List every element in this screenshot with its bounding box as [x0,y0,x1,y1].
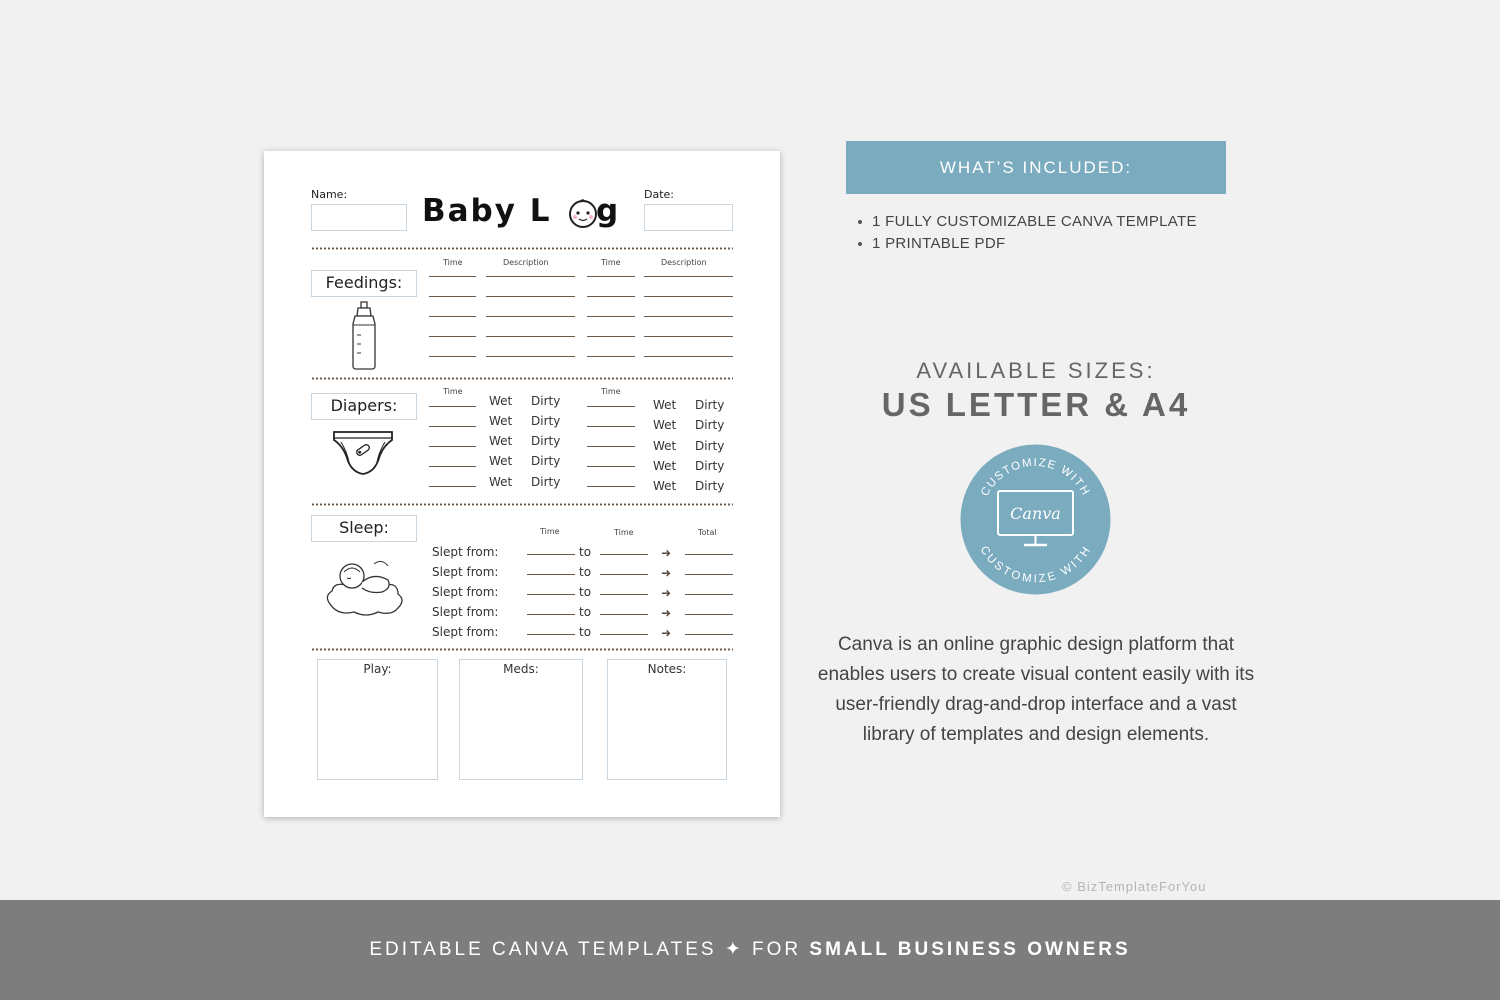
feedings-line [429,276,476,277]
dirty-label: Dirty [695,439,725,453]
feedings-line [486,336,575,337]
baby-log-title: Baby L g [422,193,621,229]
sleep-time-header-1: Time [540,527,560,536]
wet-label: Wet [489,475,513,489]
dirty-label: Dirty [531,454,561,468]
sleep-end-line [600,574,648,575]
diapers-line [587,426,635,427]
meds-label: Meds: [503,662,539,676]
footer-tagline: EDITABLE CANVA TEMPLATES ✦ FOR SMALL BUSINESS OWNERS [369,939,1131,960]
sleep-total-line [685,614,733,615]
slept-from-label: Slept from: [432,585,499,599]
dirty-label: Dirty [695,418,725,432]
diapers-line [587,466,635,467]
slept-from-label: Slept from: [432,565,499,579]
sleep-start-line [527,554,575,555]
diapers-line [429,406,476,407]
diapers-label: Diapers: [311,393,417,420]
wet-label: Wet [653,418,677,432]
feedings-line [429,296,476,297]
arrow-icon: ➜ [661,606,672,620]
sleep-label: Sleep: [311,515,417,542]
list-item: 1 FULLY CUSTOMIZABLE CANVA TEMPLATE [858,211,1197,233]
available-sizes-value: US LETTER & A4 [881,386,1191,423]
notes-label: Notes: [647,662,687,676]
whats-included-heading: WHAT’S INCLUDED: [846,141,1226,194]
feedings-line [587,296,635,297]
feedings-line [644,276,733,277]
dirty-label: Dirty [531,414,561,428]
date-field [644,204,733,231]
feedings-description-header-2: Description [661,258,707,267]
wet-label: Wet [489,414,513,428]
wet-label: Wet [653,398,677,412]
diapers-line [587,486,635,487]
diapers-line [429,486,476,487]
section-divider [311,377,733,380]
bottle-icon [344,300,384,372]
section-divider [311,503,733,506]
sleep-end-line [600,614,648,615]
dirty-label: Dirty [695,459,725,473]
slept-from-label: Slept from: [432,625,499,639]
feedings-description-header-1: Description [503,258,549,267]
feedings-line [486,276,575,277]
to-label: to [579,545,592,559]
arrow-icon: ➜ [661,566,672,580]
canva-description: Canva is an online graphic design platform that enables users to create visual content easily with its user-friendly drag-and-drop interface and a vast library of templates and design elements. [817,634,1255,745]
sleep-total-line [685,554,733,555]
slept-from-label: Slept from: [432,545,499,559]
diapers-time-header-2: Time [601,387,621,396]
customize-with-canva-badge [960,444,1111,595]
dirty-label: Dirty [531,475,561,489]
feedings-line [429,356,476,357]
baby-face-icon [566,196,600,230]
sleeping-baby-icon [322,554,406,620]
wet-label: Wet [653,459,677,473]
badge-ring-text-top: CUSTOMIZE WITH [979,456,1092,499]
sleep-total-line [685,634,733,635]
feedings-time-header-1: Time [443,258,463,267]
meds-box [459,659,583,780]
arrow-icon: ➜ [661,586,672,600]
feedings-line [644,316,733,317]
available-sizes-label: AVAILABLE SIZES: [916,358,1156,383]
sleep-total-header: Total [698,528,717,537]
copyright-credit: © BizTemplateForYou [1062,879,1207,894]
feedings-line [486,316,575,317]
wet-label: Wet [489,434,513,448]
feedings-line [644,296,733,297]
feedings-label: Feedings: [311,270,417,297]
feedings-line [644,336,733,337]
diapers-line [429,466,476,467]
name-label: Name: [311,188,348,201]
feedings-line [587,336,635,337]
dirty-label: Dirty [695,479,725,493]
to-label: to [579,585,592,599]
feedings-line [587,316,635,317]
arrow-icon: ➜ [661,546,672,560]
list-item: 1 PRINTABLE PDF [858,233,1197,255]
dirty-label: Dirty [531,434,561,448]
feedings-line [429,336,476,337]
canva-logo-text: Canva [1010,504,1061,523]
sleep-start-line [527,634,575,635]
section-divider [311,247,733,250]
arrow-icon: ➜ [661,626,672,640]
wet-label: Wet [489,454,513,468]
play-label: Play: [363,662,392,676]
sleep-total-line [685,594,733,595]
notes-box [607,659,727,780]
feedings-line [644,356,733,357]
sleep-time-header-2: Time [614,528,634,537]
dirty-label: Dirty [531,394,561,408]
feedings-line [587,276,635,277]
included-list [858,211,1197,255]
feedings-line [486,356,575,357]
sleep-end-line [600,594,648,595]
diapers-line [429,426,476,427]
feedings-line [587,356,635,357]
slept-from-label: Slept from: [432,605,499,619]
badge-ring-text-bottom: CUSTOMIZE WITH [977,544,1094,586]
diapers-line [587,446,635,447]
sleep-start-line [527,574,575,575]
diapers-time-header-1: Time [443,387,463,396]
to-label: to [579,565,592,579]
sleep-end-line [600,634,648,635]
feedings-line [429,316,476,317]
play-box [317,659,438,780]
diaper-icon [331,428,395,478]
sleep-end-line [600,554,648,555]
diapers-line [587,406,635,407]
section-divider [311,648,733,651]
to-label: to [579,625,592,639]
sleep-total-line [685,574,733,575]
name-field [311,204,407,231]
wet-label: Wet [489,394,513,408]
dirty-label: Dirty [695,398,725,412]
wet-label: Wet [653,439,677,453]
to-label: to [579,605,592,619]
feedings-line [486,296,575,297]
feedings-time-header-2: Time [601,258,621,267]
diapers-line [429,446,476,447]
sleep-start-line [527,614,575,615]
wet-label: Wet [653,479,677,493]
date-label: Date: [644,188,674,201]
sleep-start-line [527,594,575,595]
